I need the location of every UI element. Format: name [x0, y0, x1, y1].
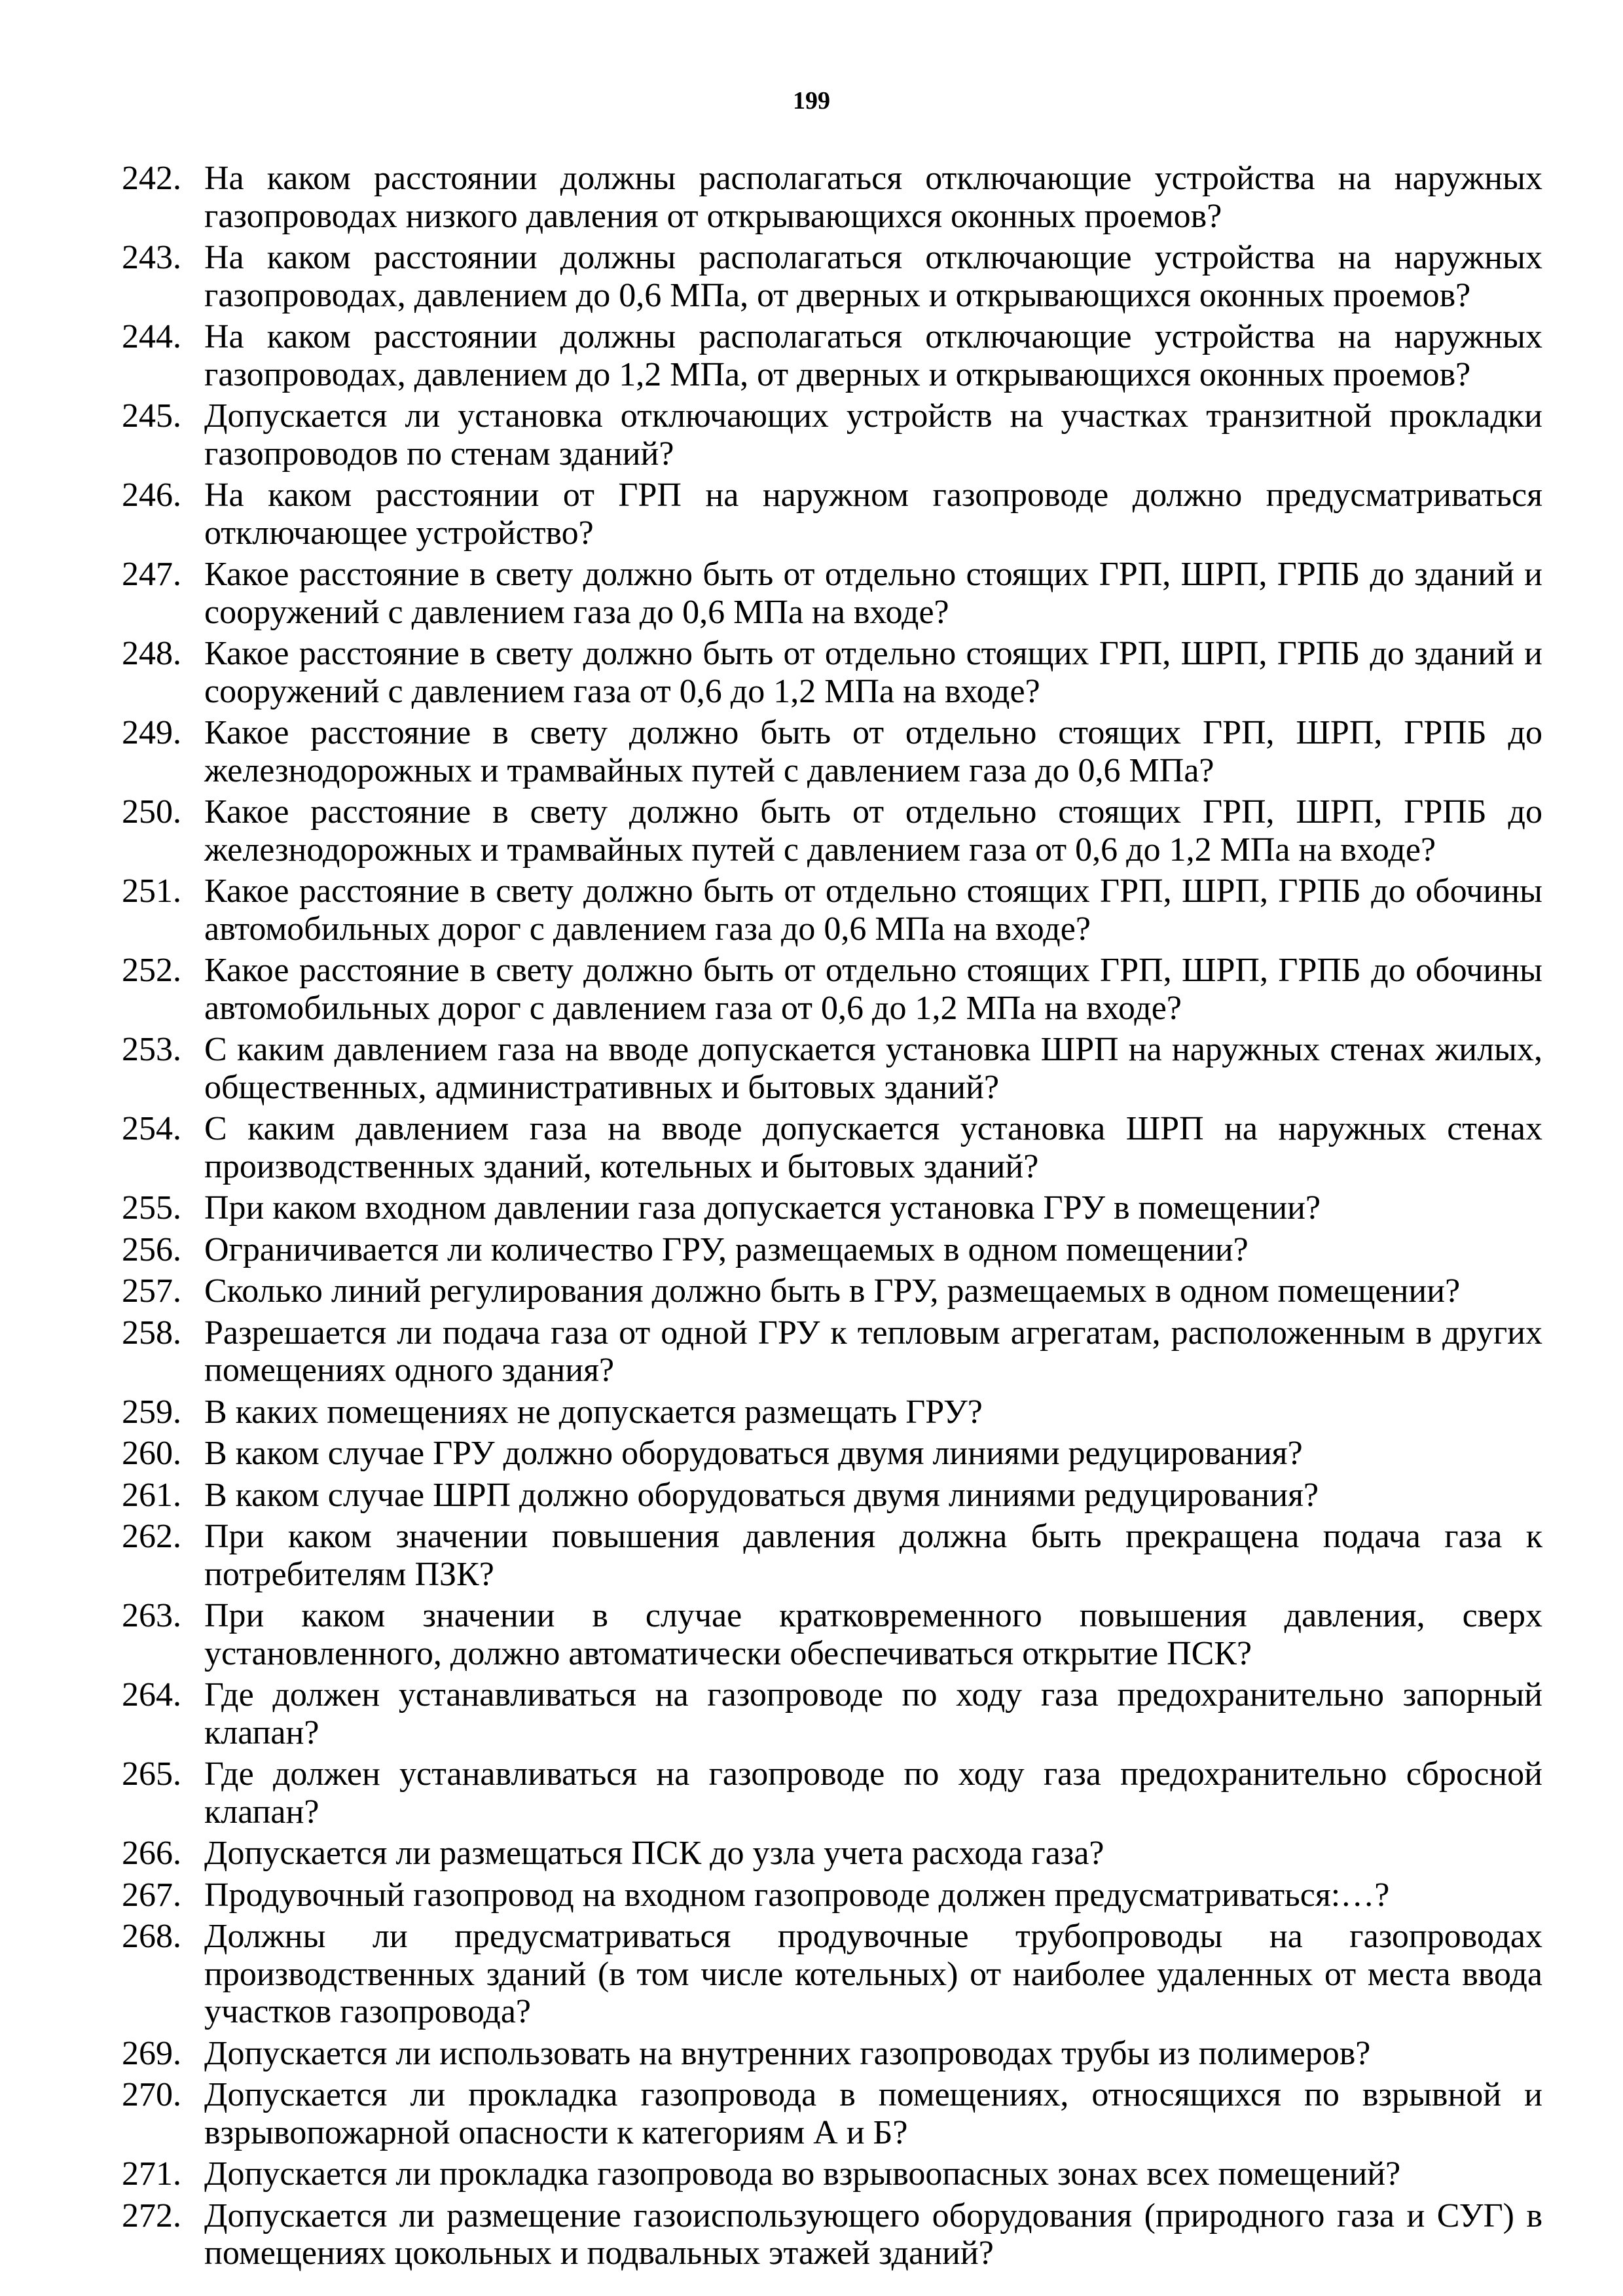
question-number: 256.	[122, 1230, 181, 1268]
question-number: 260.	[122, 1435, 181, 1472]
question-item	[122, 714, 1542, 789]
question-number: 245.	[122, 397, 181, 435]
question-number: 271.	[122, 2155, 181, 2193]
question-item	[122, 1876, 1542, 1914]
question-number: 243.	[122, 239, 181, 276]
question-item	[122, 318, 1542, 393]
question-number: 248.	[122, 635, 181, 672]
question-list	[122, 160, 1542, 2276]
question-text: Допускается ли размещаться ПСК до узла учета расхода газа?	[204, 1835, 1104, 1872]
question-text: Сколько линий регулирования должно быть в ГРУ, размещаемых в одном помещении?	[204, 1272, 1461, 1310]
question-item	[122, 1477, 1542, 1515]
question-text: Разрешается ли подача газа от одной ГРУ к тепловым агрегатам, расположенным в других помещениях одного здания?	[204, 1314, 1542, 1389]
question-text: Какое расстояние в свету должно быть от отдельно стоящих ГРП, ШРП, ГРПБ до обочины автомобильных дорог с давлением газа от 0,6 до 1,2 МПа на входе?	[204, 952, 1542, 1027]
question-text: Какое расстояние в свету должно быть от отдельно стоящих ГРП, ШРП, ГРПБ до железнодорожных и трамвайных путей с давлением газа от 0,6 до 1,2 МПа на входе?	[204, 793, 1542, 869]
question-text: Допускается ли прокладка газопровода в помещениях, относящихся по взрывной и взрывопожарной опасности к категориям А и Б?	[204, 2076, 1542, 2151]
question-text: На каком расстоянии должны располагаться отключающие устройства на наружных газопроводах, давлением до 1,2 МПа, от дверных и открывающихся оконных проемов?	[204, 318, 1542, 393]
question-text: Должны ли предусматриваться продувочные трубопроводы на газопроводах производственных зданий (в том числе котельных) от наиболее удаленных от места ввода участков газопровода?	[204, 1918, 1542, 2030]
question-number: 246.	[122, 476, 181, 514]
question-item	[122, 1110, 1542, 1185]
question-text: Какое расстояние в свету должно быть от отдельно стоящих ГРП, ШРП, ГРПБ до обочины автомобильных дорог с давлением газа до 0,6 МПа на входе?	[204, 872, 1542, 948]
question-number: 268.	[122, 1918, 181, 1955]
question-text: В каких помещениях не допускается размещать ГРУ?	[204, 1393, 983, 1431]
question-number: 265.	[122, 1755, 181, 1793]
question-item	[122, 1393, 1542, 1431]
question-text: Где должен устанавливаться на газопроводе по ходу газа предохранительно сбросной клапан?	[204, 1755, 1542, 1831]
question-text: На каком расстоянии должны располагаться отключающие устройства на наружных газопроводах низкого давления от открывающихся оконных проемов?	[204, 160, 1542, 235]
question-number: 258.	[122, 1314, 181, 1352]
question-text: При каком значении в случае кратковременного повышения давления, сверх установленного, должно автоматически обеспечиваться открытие ПСК?	[204, 1597, 1542, 1672]
question-number: 270.	[122, 2076, 181, 2113]
question-number: 247.	[122, 556, 181, 593]
question-text: Продувочный газопровод на входном газопроводе должен предусматриваться:…?	[204, 1876, 1390, 1914]
question-number: 253.	[122, 1031, 181, 1068]
question-text: Ограничивается ли количество ГРУ, размещаемых в одном помещении?	[204, 1230, 1249, 1268]
question-item	[122, 160, 1542, 235]
question-number: 244.	[122, 318, 181, 355]
question-text: Какое расстояние в свету должно быть от отдельно стоящих ГРП, ШРП, ГРПБ до зданий и сооружений с давлением газа до 0,6 МПа на входе?	[204, 556, 1542, 631]
question-text: Какое расстояние в свету должно быть от отдельно стоящих ГРП, ШРП, ГРПБ до железнодорожных и трамвайных путей с давлением газа до 0,6 МПа?	[204, 714, 1542, 789]
question-number: 249.	[122, 714, 181, 751]
question-item	[122, 1755, 1542, 1831]
question-item	[122, 1676, 1542, 1751]
question-item	[122, 872, 1542, 948]
question-number: 272.	[122, 2197, 181, 2234]
question-item	[122, 476, 1542, 552]
question-number: 255.	[122, 1189, 181, 1227]
question-number: 251.	[122, 872, 181, 910]
question-text: На каком расстоянии должны располагаться отключающие устройства на наружных газопроводах, давлением до 0,6 МПа, от дверных и открывающихся оконных проемов?	[204, 239, 1542, 314]
question-number: 264.	[122, 1676, 181, 1713]
question-text: Допускается ли прокладка газопровода во взрывоопасных зонах всех помещений?	[204, 2155, 1401, 2193]
question-item	[122, 1918, 1542, 2031]
question-number: 254.	[122, 1110, 181, 1147]
question-number: 269.	[122, 2034, 181, 2072]
question-item	[122, 1189, 1542, 1227]
question-item	[122, 1231, 1542, 1269]
question-text: На каком расстоянии от ГРП на наружном газопроводе должно предусматриваться отключающее устройство?	[204, 476, 1542, 552]
question-text: При каком входном давлении газа допускается установка ГРУ в помещении?	[204, 1189, 1321, 1227]
question-item	[122, 1435, 1542, 1473]
question-text: Допускается ли установка отключающих устройств на участках транзитной прокладки газопроводов по стенам зданий?	[204, 397, 1542, 473]
question-item	[122, 1597, 1542, 1672]
question-item	[122, 2197, 1542, 2272]
question-item	[122, 397, 1542, 473]
question-number: 263.	[122, 1597, 181, 1634]
question-item	[122, 1272, 1542, 1310]
question-text: С каким давлением газа на вводе допускается установка ШРП на наружных стенах жилых, общественных, административных и бытовых зданий?	[204, 1031, 1542, 1106]
question-item	[122, 239, 1542, 314]
question-item	[122, 556, 1542, 631]
question-text: Допускается ли размещение газоиспользующего оборудования (природного газа и СУГ) в помещениях цокольных и подвальных этажей зданий?	[204, 2197, 1542, 2272]
question-text: Какое расстояние в свету должно быть от отдельно стоящих ГРП, ШРП, ГРПБ до зданий и сооружений с давлением газа от 0,6 до 1,2 МПа на входе?	[204, 635, 1542, 710]
question-item	[122, 2035, 1542, 2073]
question-item	[122, 1518, 1542, 1593]
question-number: 252.	[122, 952, 181, 989]
question-item	[122, 2076, 1542, 2151]
question-number: 266.	[122, 1835, 181, 1872]
question-item	[122, 1835, 1542, 1873]
question-item	[122, 2155, 1542, 2193]
question-number: 242.	[122, 160, 181, 197]
question-item	[122, 952, 1542, 1027]
question-text: При каком значении повышения давления должна быть прекращена подача газа к потребителям ПЗК?	[204, 1518, 1542, 1593]
question-item	[122, 635, 1542, 710]
question-item	[122, 793, 1542, 869]
question-number: 267.	[122, 1876, 181, 1914]
question-text: С каким давлением газа на вводе допускается установка ШРП на наружных стенах производственных зданий, котельных и бытовых зданий?	[204, 1110, 1542, 1185]
question-number: 261.	[122, 1476, 181, 1514]
question-item	[122, 1314, 1542, 1390]
page-number: 199	[793, 87, 830, 115]
question-number: 262.	[122, 1518, 181, 1555]
question-text: В каком случае ГРУ должно оборудоваться двумя линиями редуцирования?	[204, 1435, 1303, 1472]
question-text: В каком случае ШРП должно оборудоваться двумя линиями редуцирования?	[204, 1476, 1319, 1514]
question-number: 250.	[122, 793, 181, 831]
question-number: 259.	[122, 1393, 181, 1431]
question-number: 257.	[122, 1272, 181, 1310]
question-text: Допускается ли использовать на внутренних газопроводах трубы из полимеров?	[204, 2034, 1371, 2072]
question-text: Где должен устанавливаться на газопроводе по ходу газа предохранительно запорный клапан?	[204, 1676, 1542, 1751]
question-item	[122, 1031, 1542, 1106]
